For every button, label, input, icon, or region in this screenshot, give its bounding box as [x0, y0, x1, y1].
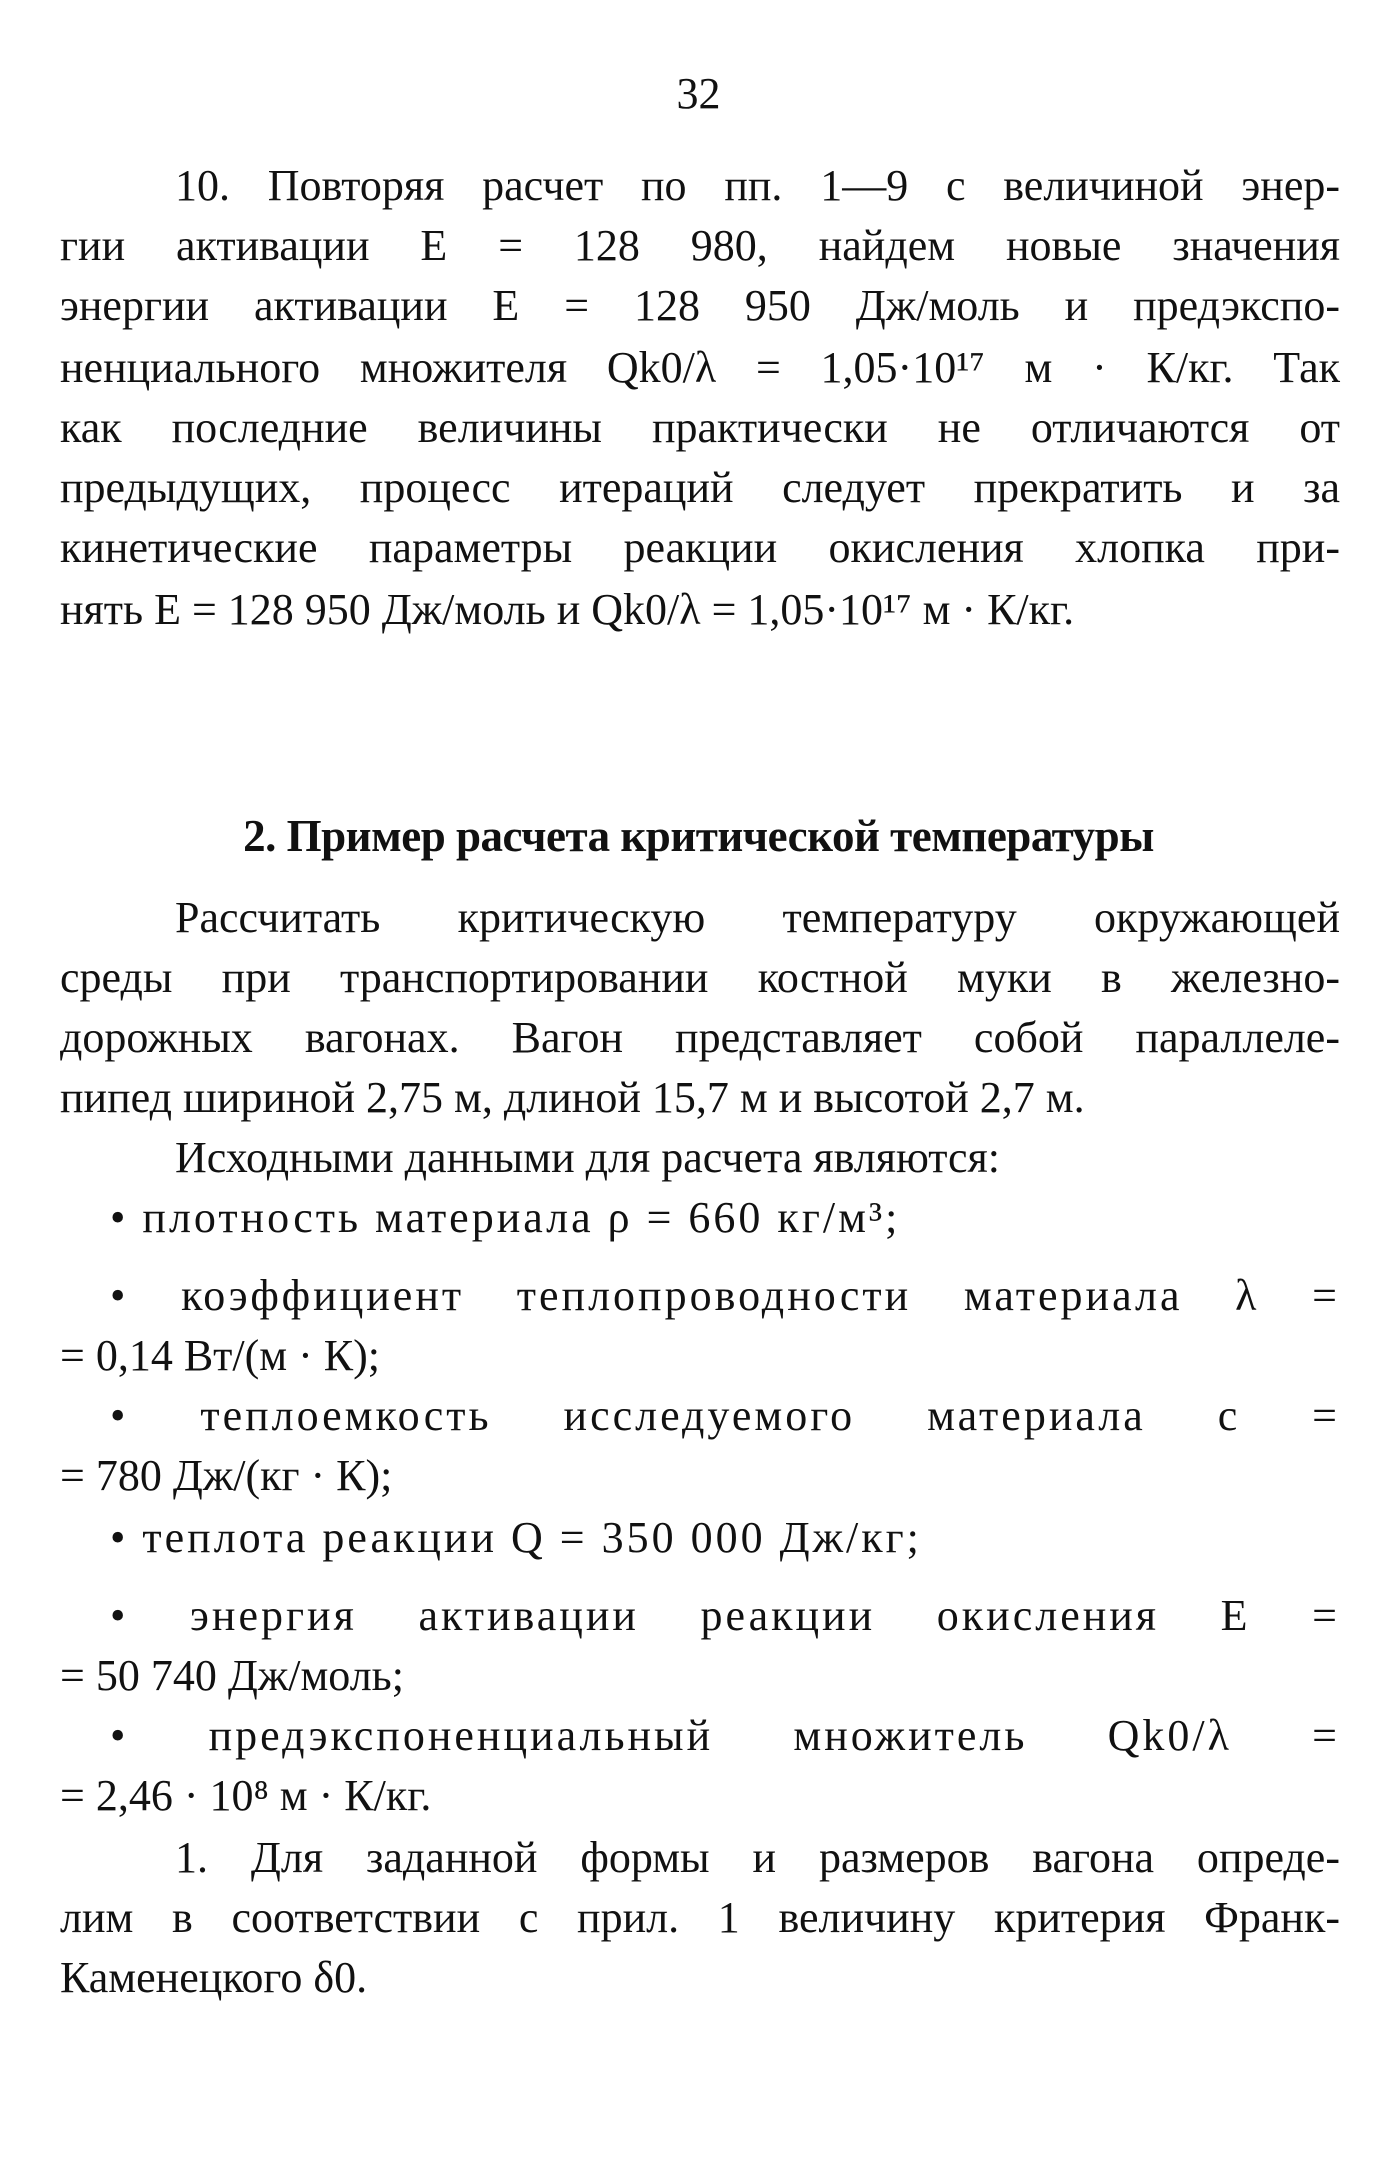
section-heading: 2. Пример расчета критической температуры: [243, 811, 1154, 861]
text-line: среды при транспортировании костной муки в железно-: [60, 953, 1340, 1002]
list-item: • плотность материала ρ = 660 кг/м³;: [110, 1193, 901, 1242]
text-line: энергии активации E = 128 950 Дж/моль и предэкспо-: [60, 281, 1340, 330]
text-line: кинетические параметры реакции окисления хлопка при-: [60, 523, 1340, 572]
text-line: ненциального множителя Qk0/λ = 1,05·10¹⁷ м · К/кг. Так: [60, 343, 1340, 392]
text-line: пипед шириной 2,75 м, длиной 15,7 м и высотой 2,7 м.: [60, 1073, 1085, 1122]
text-line: Рассчитать критическую температуру окружающей: [175, 893, 1340, 942]
text-line: нять E = 128 950 Дж/моль и Qk0/λ = 1,05·10¹⁷ м · К/кг.: [60, 585, 1075, 634]
list-item: • теплоемкость исследуемого материала c =: [110, 1391, 1340, 1440]
text-line: = 50 740 Дж/моль;: [60, 1651, 404, 1700]
text-line: = 2,46 · 10⁸ м · К/кг.: [60, 1771, 432, 1820]
text-line: 10. Повторяя расчет по пп. 1—9 с величиной энер-: [175, 161, 1340, 210]
text-line: дорожных вагонах. Вагон представляет собой параллеле-: [60, 1013, 1340, 1062]
text-line: Исходными данными для расчета являются:: [175, 1133, 1001, 1182]
text-line: = 0,14 Вт/(м · К);: [60, 1331, 380, 1380]
text-line: = 780 Дж/(кг · К);: [60, 1451, 393, 1500]
list-item: • теплота реакции Q = 350 000 Дж/кг;: [110, 1513, 922, 1562]
text-line: гии активации E = 128 980, найдем новые значения: [60, 221, 1340, 270]
text-line: лим в соответствии с прил. 1 величину критерия Франк-: [60, 1893, 1340, 1942]
list-item: • энергия активации реакции окисления E =: [110, 1591, 1340, 1640]
list-item: • коэффициент теплопроводности материала λ =: [110, 1271, 1340, 1320]
text-line: 1. Для заданной формы и размеров вагона опреде-: [175, 1833, 1340, 1882]
page-number: 32: [676, 69, 721, 118]
text-line: как последние величины практически не отличаются от: [60, 403, 1340, 452]
text-line: Каменецкого δ0.: [60, 1953, 368, 2002]
list-item: • предэкспоненциальный множитель Qk0/λ =: [110, 1711, 1340, 1760]
text-line: предыдущих, процесс итераций следует прекратить и за: [60, 463, 1340, 512]
